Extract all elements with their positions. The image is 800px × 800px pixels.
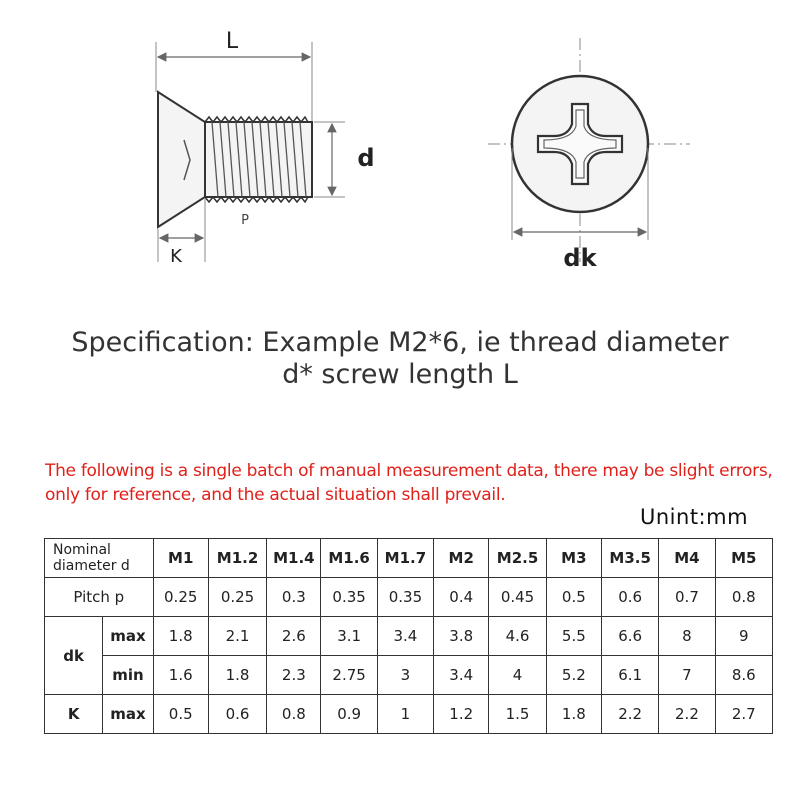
dk-max-cell: 5.5 bbox=[546, 617, 601, 656]
disclaimer-line-1: The following is a single batch of manual measurement data, there may be slight errors, bbox=[45, 461, 773, 481]
dk-min-cell: 2.75 bbox=[321, 656, 377, 695]
table-row-dk-max bbox=[45, 617, 773, 656]
dk-min-cell: 3.4 bbox=[434, 656, 489, 695]
label-d: d bbox=[357, 144, 375, 172]
dk-max-cell: 4.6 bbox=[489, 617, 546, 656]
label-L: L bbox=[225, 29, 239, 54]
dk-min-cell: 5.2 bbox=[546, 656, 601, 695]
k-max-cell: 2.2 bbox=[601, 695, 658, 734]
table-row-pitch bbox=[45, 578, 773, 617]
k-max-cell: 0.6 bbox=[208, 695, 266, 734]
label-dk: dk bbox=[563, 244, 597, 272]
dk-max-cell: 2.6 bbox=[267, 617, 321, 656]
spec-line-1: Specification: Example M2*6, ie thread diameter bbox=[71, 327, 729, 358]
dk-max-cell: 1.8 bbox=[153, 617, 208, 656]
label-K: K bbox=[170, 246, 182, 267]
dk-label: dk bbox=[45, 617, 103, 695]
pitch-cell: 0.4 bbox=[434, 578, 489, 617]
disclaimer-line-2: only for reference, and the actual situation shall prevail. bbox=[45, 485, 506, 505]
pitch-cell: 0.8 bbox=[715, 578, 772, 617]
size-header: M4 bbox=[659, 539, 715, 578]
unit-label: Unint:mm bbox=[640, 505, 749, 529]
dk-min-cell: 8.6 bbox=[715, 656, 772, 695]
size-header: M3 bbox=[546, 539, 601, 578]
pitch-cell: 0.45 bbox=[489, 578, 546, 617]
size-header: M1.7 bbox=[377, 539, 433, 578]
size-header: M5 bbox=[715, 539, 772, 578]
k-max-cell: 2.2 bbox=[659, 695, 715, 734]
k-max-cell: 1.5 bbox=[489, 695, 546, 734]
max-label: max bbox=[103, 695, 153, 734]
dk-min-cell: 2.3 bbox=[267, 656, 321, 695]
dk-max-cell: 3.8 bbox=[434, 617, 489, 656]
pitch-cell: 0.5 bbox=[546, 578, 601, 617]
spec-line-2: d* screw length L bbox=[282, 359, 518, 390]
k-label: K bbox=[45, 695, 103, 734]
pitch-cell: 0.35 bbox=[377, 578, 433, 617]
dk-max-cell: 2.1 bbox=[208, 617, 266, 656]
nominal-diameter-header bbox=[45, 539, 154, 578]
size-header: M2 bbox=[434, 539, 489, 578]
nominal-label-line2: diameter d bbox=[53, 558, 130, 574]
dk-max-cell: 8 bbox=[659, 617, 715, 656]
size-header: M3.5 bbox=[601, 539, 658, 578]
pitch-cell: 0.3 bbox=[267, 578, 321, 617]
table-header-row bbox=[45, 539, 773, 578]
pitch-cell: 0.25 bbox=[208, 578, 266, 617]
dk-max-cell: 3.1 bbox=[321, 617, 377, 656]
size-header: M1.2 bbox=[208, 539, 266, 578]
pitch-label: Pitch p bbox=[45, 578, 154, 617]
dk-max-cell: 9 bbox=[715, 617, 772, 656]
size-header: M2.5 bbox=[489, 539, 546, 578]
table-row-dk-min bbox=[45, 656, 773, 695]
max-label: max bbox=[103, 617, 153, 656]
k-max-cell: 1 bbox=[377, 695, 433, 734]
k-max-cell: 2.7 bbox=[715, 695, 772, 734]
dk-min-cell: 3 bbox=[377, 656, 433, 695]
dk-max-cell: 3.4 bbox=[377, 617, 433, 656]
dk-min-cell: 4 bbox=[489, 656, 546, 695]
dk-min-cell: 7 bbox=[659, 656, 715, 695]
table-row-k-max bbox=[45, 695, 773, 734]
label-p: P bbox=[241, 213, 249, 228]
k-max-cell: 1.8 bbox=[546, 695, 601, 734]
dk-min-cell: 1.6 bbox=[153, 656, 208, 695]
top-view bbox=[488, 38, 690, 272]
screw-diagram bbox=[0, 0, 800, 310]
nominal-label-line1: Nominal bbox=[53, 542, 111, 558]
pitch-cell: 0.6 bbox=[601, 578, 658, 617]
pitch-cell: 0.25 bbox=[153, 578, 208, 617]
pitch-cell: 0.7 bbox=[659, 578, 715, 617]
size-header: M1.4 bbox=[267, 539, 321, 578]
k-max-cell: 1.2 bbox=[434, 695, 489, 734]
k-max-cell: 0.9 bbox=[321, 695, 377, 734]
k-max-cell: 0.8 bbox=[267, 695, 321, 734]
spec-table bbox=[44, 538, 773, 734]
dk-min-cell: 1.8 bbox=[208, 656, 266, 695]
size-header: M1.6 bbox=[321, 539, 377, 578]
k-max-cell: 0.5 bbox=[153, 695, 208, 734]
size-header: M1 bbox=[153, 539, 208, 578]
pitch-cell: 0.35 bbox=[321, 578, 377, 617]
min-label: min bbox=[103, 656, 153, 695]
side-view bbox=[156, 29, 375, 267]
dk-max-cell: 6.6 bbox=[601, 617, 658, 656]
dk-min-cell: 6.1 bbox=[601, 656, 658, 695]
